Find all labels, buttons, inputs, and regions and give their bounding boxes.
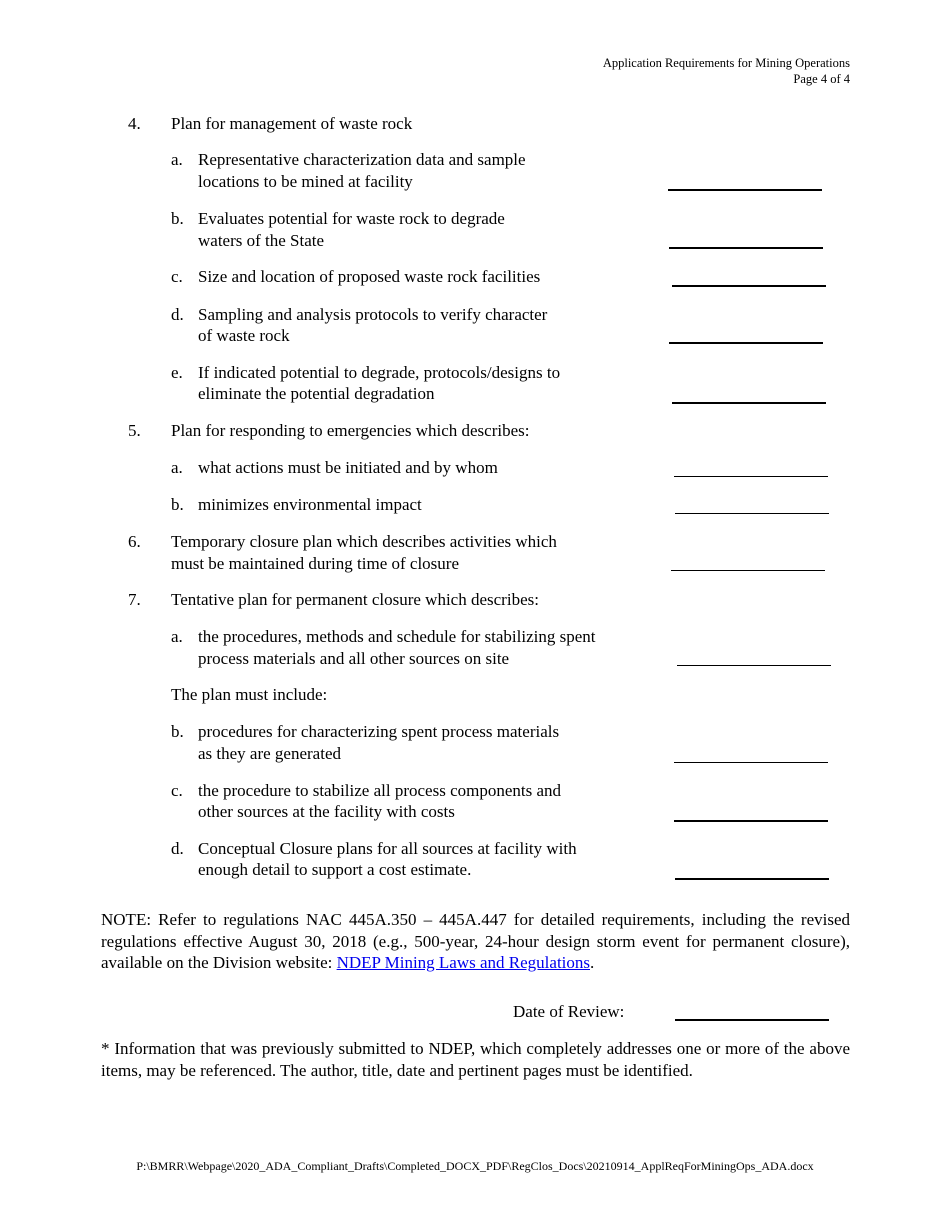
checklist-blank[interactable] [675, 878, 829, 880]
checklist-blank[interactable] [675, 513, 829, 514]
plan-must-include: The plan must include: [171, 685, 328, 704]
item-number: 4. [128, 114, 141, 133]
sub-item-text: as they are generated [198, 744, 341, 763]
sub-item-text: of waste rock [198, 326, 290, 345]
page-header [603, 55, 850, 87]
sub-item-text: enough detail to support a cost estimate. [198, 860, 472, 879]
sub-item-text: procedures for characterizing spent process materials [198, 722, 560, 741]
sub-item-text: what actions must be initiated and by whom [198, 458, 498, 477]
sub-item-letter: b. [171, 209, 184, 228]
sub-item-text: Evaluates potential for waste rock to degrade [198, 209, 505, 228]
footnote: * Information that was previously submitted to NDEP, which completely addresses one or more of the above items, may be referenced. The author, title, date and pertinent pages must be identified. [101, 1039, 850, 1080]
sub-item-text: waters of the State [198, 231, 325, 250]
sub-item-letter: a. [171, 458, 183, 477]
checklist-blank[interactable] [674, 820, 828, 822]
item-text: Plan for management of waste rock [171, 114, 413, 133]
sub-item-text: other sources at the facility with costs [198, 802, 455, 821]
document-title: Application Requirements for Mining Operations [602, 56, 850, 70]
sub-item-letter: c. [171, 267, 183, 286]
ndep-regulations-link[interactable]: NDEP Mining Laws and Regulations [336, 953, 590, 972]
sub-item-text: If indicated potential to degrade, protocols/designs to [198, 363, 561, 382]
file-path-footer: P:\BMRR\Webpage\2020_ADA_Compliant_Drafts\Completed_DOCX_PDF\RegClos_Docs\20210914_ApplReqForMiningOps_ADA.docx [136, 1159, 814, 1173]
sub-item-letter: d. [171, 839, 184, 858]
item-text: Temporary closure plan which describes activities which [171, 532, 557, 551]
note-paragraph [101, 909, 850, 974]
sub-item-text: locations to be mined at facility [198, 172, 413, 191]
sub-item-text: Sampling and analysis protocols to verify character [198, 305, 548, 324]
checklist-blank[interactable] [677, 665, 831, 666]
date-of-review-blank[interactable] [675, 1019, 829, 1021]
item-number: 7. [128, 590, 141, 609]
sub-item-letter: e. [171, 363, 183, 382]
item-text: Plan for responding to emergencies which describes: [171, 421, 530, 440]
page-number: Page 4 of 4 [793, 72, 850, 86]
checklist-blank[interactable] [669, 247, 823, 249]
sub-item-letter: a. [171, 627, 183, 646]
sub-item-text: minimizes environmental impact [198, 495, 422, 514]
sub-item-text: Conceptual Closure plans for all sources at facility with [198, 839, 577, 858]
sub-item-text: Representative characterization data and sample [198, 150, 526, 169]
sub-item-text: eliminate the potential degradation [198, 384, 435, 403]
checklist-blank[interactable] [674, 762, 828, 763]
checklist-blank[interactable] [674, 476, 828, 477]
sub-item-text: process materials and all other sources on site [198, 649, 510, 668]
sub-item-letter: c. [171, 781, 183, 800]
sub-item-letter: d. [171, 305, 184, 324]
note-suffix: . [590, 953, 595, 972]
item-number: 5. [128, 421, 141, 440]
sub-item-text: the procedures, methods and schedule for stabilizing spent [198, 627, 596, 646]
sub-item-letter: b. [171, 722, 184, 741]
sub-item-text: the procedure to stabilize all process components and [198, 781, 562, 800]
checklist-blank[interactable] [672, 402, 826, 404]
note-text: NOTE: Refer to regulations NAC 445A.350 – 445A.447 for detailed requirements, including the revised regulations effective August 30, 2018 (e.g., 500-year, 24-hour design storm event for permanent closure), available on the Division website: [101, 910, 850, 972]
checklist-blank[interactable] [671, 570, 825, 571]
sub-item-letter: a. [171, 150, 183, 169]
date-of-review-label: Date of Review: [513, 1002, 625, 1021]
sub-item-letter: b. [171, 495, 184, 514]
item-text: must be maintained during time of closure [171, 554, 459, 573]
checklist-blank[interactable] [669, 342, 823, 344]
sub-item-text: Size and location of proposed waste rock facilities [198, 267, 541, 286]
item-text: Tentative plan for permanent closure which describes: [171, 590, 539, 609]
item-number: 6. [128, 532, 141, 551]
checklist-blank[interactable] [668, 189, 822, 191]
checklist-blank[interactable] [672, 285, 826, 287]
